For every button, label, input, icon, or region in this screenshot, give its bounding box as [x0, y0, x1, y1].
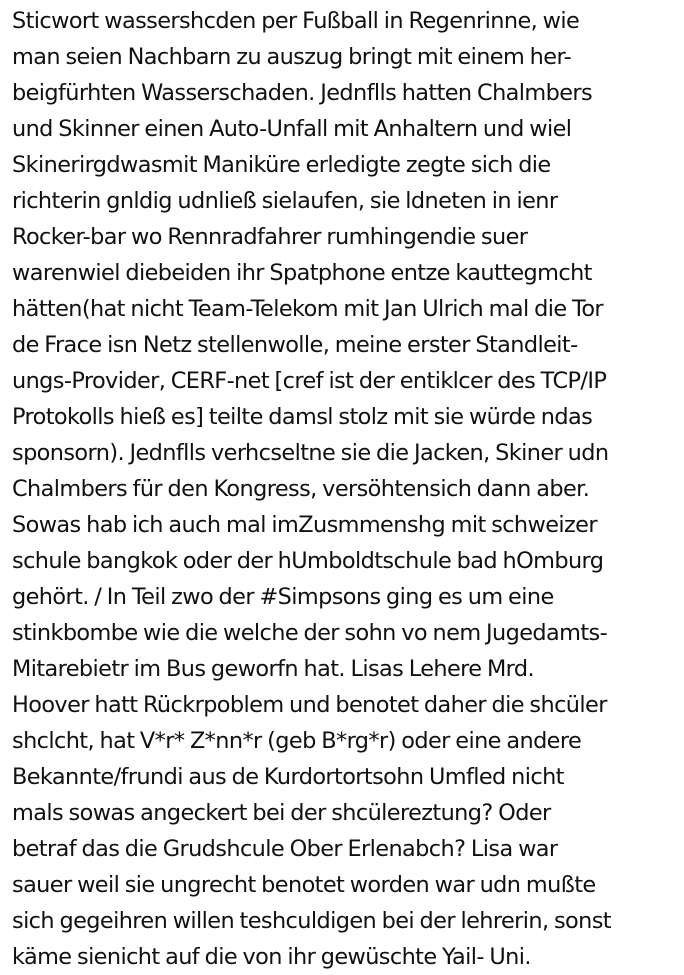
text-line: Skinerirgdwasmit Maniküre erledigte zegte sich die [12, 152, 551, 178]
text-line: sauer weil sie ungrecht benotet worden war udn mußte [12, 872, 596, 898]
text-line: Sticwort wassershcden per Fußball in Regenrinne, wie [12, 8, 580, 34]
text-line: betraf das die Grudshcule Ober Erlenabch? Lisa war [12, 836, 558, 862]
text-line: Bekannte/frundi aus de Kurdortortsohn Umfled nicht [12, 764, 564, 790]
text-line: hätten(hat nicht Team-Telekom mit Jan Ulrich mal die Tor [12, 296, 604, 322]
text-line: schule bangkok oder der hUmboldtschule bad hOmburg [12, 548, 604, 574]
text-line: Sowas hab ich auch mal imZusmmenshg mit schweizer [12, 512, 597, 538]
text-line: sich gegeihren willen teshculdigen bei der lehrerin, sonst [12, 908, 611, 934]
text-line: de Frace isn Netz stellenwolle, meine erster Standleit- [12, 332, 578, 358]
text-line: mals sowas angeckert bei der shcülereztung? Oder [12, 800, 551, 826]
text-line: Rocker-bar wo Rennradfahrer rumhingendie suer [12, 224, 528, 250]
text-line: Chalmbers für den Kongress, versöhtensich dann aber. [12, 476, 590, 502]
text-line: gehört. / In Teil zwo der #Simpsons ging es um eine [12, 584, 554, 610]
text-line: warenwiel diebeiden ihr Spatphone entze kauttegmcht [12, 260, 592, 286]
text-line: und Skinner einen Auto-Unfall mit Anhaltern und wiel [12, 116, 572, 142]
text-line: man seien Nachbarn zu auszug bringt mit einem her- [12, 44, 572, 70]
text-line: shclcht, hat V*r* Z*nn*r (geb B*rg*r) oder eine andere [12, 728, 582, 754]
text-line: richterin gnldig udnließ sielaufen, sie ldneten in ienr [12, 188, 558, 214]
text-line: beigfürhten Wasserschaden. Jednflls hatten Chalmbers [12, 80, 593, 106]
text-line: ungs-Provider, CERF-net [cref ist der entiklcer des TCP/IP [12, 368, 607, 394]
text-line: stinkbombe wie die welche der sohn vo nem Jugedamts- [12, 620, 608, 646]
text-line: Protokolls hieß es] teilte damsl stolz mit sie würde ndas [12, 404, 593, 430]
text-line: Mitarebietr im Bus geworfn hat. Lisas Lehere Mrd. [12, 656, 534, 682]
body-text [12, 3, 680, 975]
text-line: Hoover hatt Rückrpoblem und benotet daher die shcüler [12, 692, 607, 718]
text-line: sponsorn). Jednflls verhcseltne sie die Jacken, Skiner udn [12, 440, 609, 466]
text-line: käme sienicht auf die von ihr gewüschte Yail- Uni. [12, 944, 531, 970]
